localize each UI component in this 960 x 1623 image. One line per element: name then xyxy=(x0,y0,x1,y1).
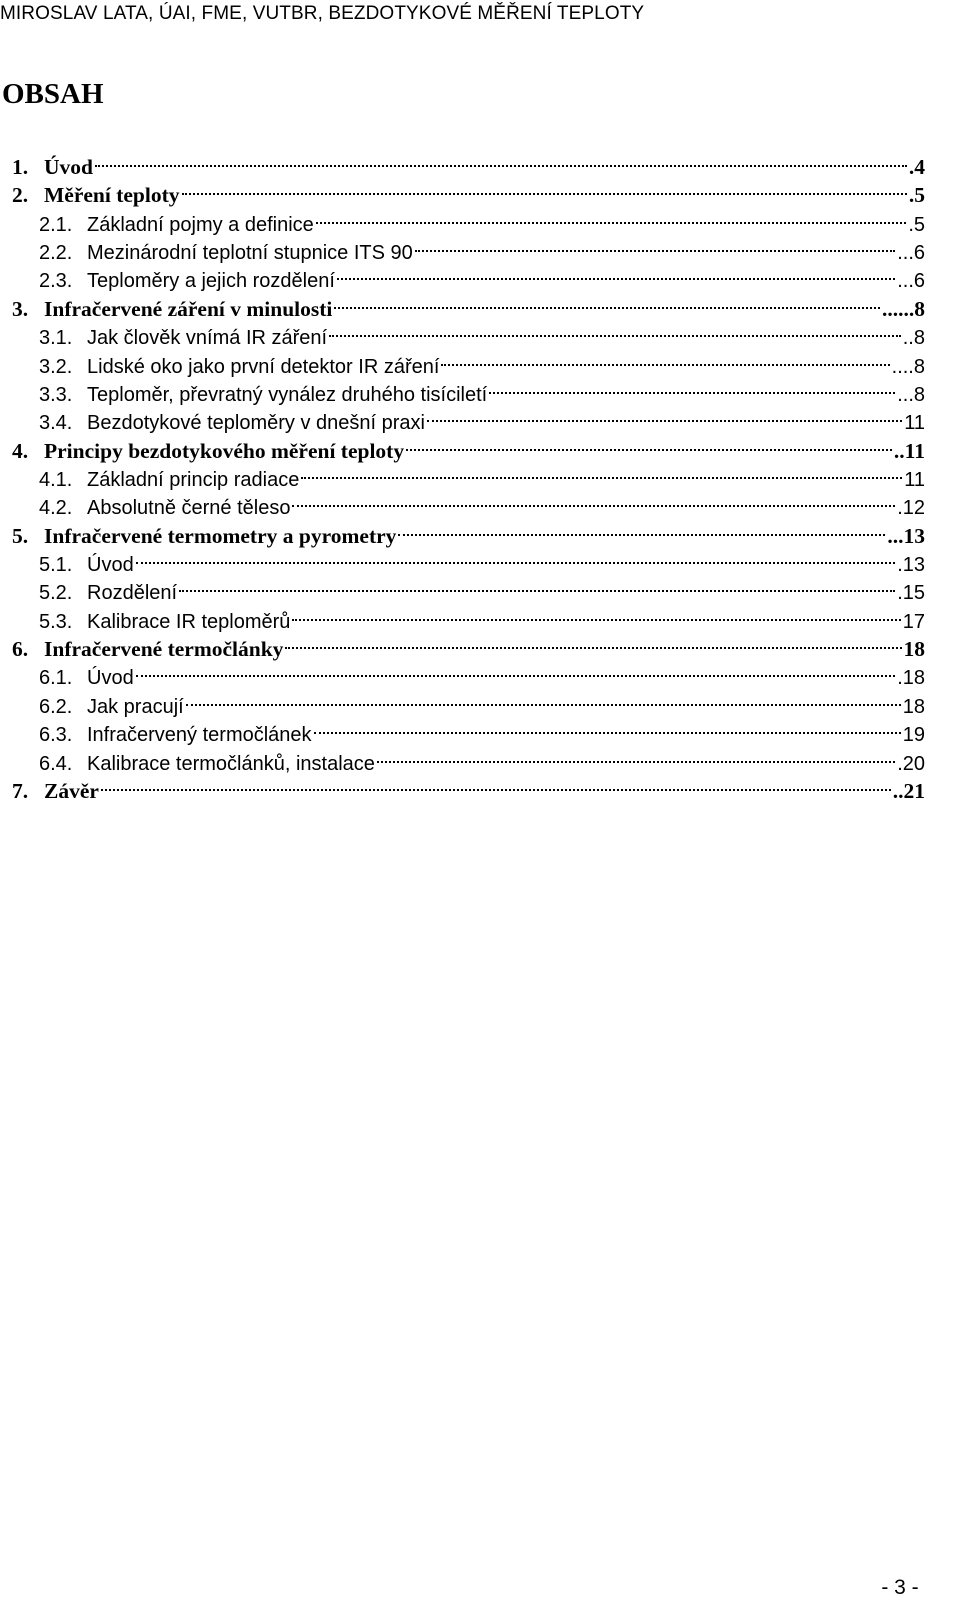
toc-entry-page: .20 xyxy=(897,752,925,775)
toc-dot-leader xyxy=(292,600,900,628)
page-header: MIROSLAV LATA, ÚAI, FME, VUTBR, BEZDOTYKOVÉ MĚŘENÍ TEPLOTY xyxy=(0,3,645,24)
toc-entry-label: Mezinárodní teplotní stupnice ITS 90 xyxy=(87,242,413,265)
toc-entry-number: 4. xyxy=(12,438,29,463)
toc-entry-page: 17 xyxy=(902,610,925,633)
toc-entry-number: 5. xyxy=(12,523,29,548)
toc-entry[interactable] xyxy=(0,628,960,662)
toc-entry-label: Závěr xyxy=(44,778,99,803)
toc-entry-label: Jak člověk vnímá IR záření xyxy=(87,327,328,350)
toc-entry-page: ...6 xyxy=(897,242,925,265)
toc-dot-leader xyxy=(182,174,907,202)
toc-entry[interactable] xyxy=(0,515,960,548)
toc-entry-label: Kalibrace termočlánků, instalace xyxy=(87,752,375,775)
toc-entry-label: Úvod xyxy=(44,155,93,179)
toc-entry-label: Základní princip radiace xyxy=(87,468,300,491)
toc-entry-number: 4.2. xyxy=(39,497,73,520)
toc-entry-page: .4 xyxy=(908,155,925,179)
toc-entry[interactable] xyxy=(0,486,960,520)
toc-dot-leader xyxy=(292,486,895,514)
toc-entry-number: 3.4. xyxy=(39,412,73,435)
toc-entry-label: Infračervený termočlánek xyxy=(87,724,312,747)
toc-entry-label: Teploměry a jejich rozdělení xyxy=(87,270,335,293)
toc-entry-page: ..21 xyxy=(892,778,925,803)
toc-entry-label: Lidské oko jako první detektor IR záření xyxy=(87,355,440,378)
toc-entry[interactable] xyxy=(0,373,960,406)
toc-entry-page: ...13 xyxy=(887,523,925,548)
toc-entry-label: Infračervené termometry a pyrometry xyxy=(44,523,397,548)
toc-entry[interactable] xyxy=(0,231,960,265)
toc-entry-number: 4.1. xyxy=(39,468,73,491)
toc-entry-number: 6.3. xyxy=(39,724,73,747)
table-of-contents xyxy=(0,146,960,803)
toc-entry-number: 6.4. xyxy=(39,752,73,775)
toc-entry-page: 11 xyxy=(904,468,925,491)
toc-entry-label: Bezdotykové teploměry v dnešní praxi xyxy=(87,412,425,435)
toc-entry-number: 2. xyxy=(12,183,29,208)
toc-dot-leader xyxy=(427,401,902,429)
toc-entry-label: Kalibrace IR teploměrů xyxy=(87,610,291,633)
toc-entry[interactable] xyxy=(0,713,960,747)
toc-dot-leader xyxy=(489,373,895,401)
toc-entry-page: 11 xyxy=(904,412,925,435)
toc-entry-page: .5 xyxy=(908,183,925,208)
toc-entry[interactable] xyxy=(0,600,960,633)
toc-entry-number: 2.1. xyxy=(39,213,73,236)
toc-entry-page: .15 xyxy=(897,582,925,605)
toc-entry-row xyxy=(12,770,925,805)
toc-entry-page: .13 xyxy=(897,554,925,577)
toc-entry-label: Infračervené záření v minulosti xyxy=(44,296,333,321)
toc-entry[interactable] xyxy=(0,174,960,208)
toc-entry-number: 6.2. xyxy=(39,695,73,718)
toc-dot-leader xyxy=(101,770,891,798)
toc-entry-number: 2.2. xyxy=(39,242,73,265)
toc-entry-label: Měření teploty xyxy=(44,183,180,208)
toc-entry[interactable] xyxy=(0,742,960,775)
toc-entry-label: Jak pracují xyxy=(87,695,184,718)
toc-dot-leader xyxy=(136,656,895,684)
toc-dot-leader xyxy=(329,316,901,344)
toc-dot-leader xyxy=(441,345,889,373)
toc-entry[interactable] xyxy=(0,458,960,491)
toc-entry-label: Infračervené termočlánky xyxy=(44,637,284,662)
toc-entry-page: 18 xyxy=(902,695,925,718)
toc-entry-label: Absolutně černé těleso xyxy=(87,497,291,520)
toc-entry[interactable] xyxy=(0,571,960,605)
toc-entry[interactable] xyxy=(0,203,960,236)
toc-dot-leader xyxy=(285,628,901,656)
toc-entry-page: ....8 xyxy=(891,355,925,378)
toc-entry-label: Úvod xyxy=(87,667,134,690)
toc-entry-number: 3.2. xyxy=(39,355,73,378)
toc-entry[interactable] xyxy=(0,146,960,179)
toc-dot-leader xyxy=(398,515,885,543)
toc-entry[interactable] xyxy=(0,656,960,690)
toc-entry-page: .5 xyxy=(908,213,925,236)
toc-entry-number: 5.2. xyxy=(39,582,73,605)
toc-entry-page: ......8 xyxy=(882,296,925,321)
toc-entry-label: Teploměr, převratný vynález druhého tisíciletí xyxy=(87,383,488,406)
toc-entry-number: 1. xyxy=(12,155,29,179)
toc-dot-leader xyxy=(179,571,895,599)
toc-entry-number: 5.1. xyxy=(39,554,73,577)
page-number-label: - 3 - xyxy=(881,1576,919,1599)
toc-dot-leader xyxy=(301,458,902,486)
toc-entry-label: Základní pojmy a definice xyxy=(87,213,314,236)
toc-entry[interactable] xyxy=(0,401,960,435)
page-title: OBSAH xyxy=(2,78,104,110)
toc-dot-leader xyxy=(377,742,895,770)
toc-entry-page: 19 xyxy=(902,724,925,747)
toc-entry[interactable] xyxy=(0,288,960,321)
toc-dot-leader xyxy=(406,430,892,458)
toc-entry-page: ..8 xyxy=(902,327,925,350)
toc-dot-leader xyxy=(415,231,895,259)
toc-entry-number: 6. xyxy=(12,637,29,662)
toc-entry-page: .12 xyxy=(897,497,925,520)
toc-entry-page: 18 xyxy=(903,637,925,662)
toc-dot-leader xyxy=(337,259,895,287)
toc-dot-leader xyxy=(136,543,895,571)
toc-entry-number: 3.3. xyxy=(39,383,73,406)
toc-entry[interactable] xyxy=(0,770,960,803)
toc-entry-number: 6.1. xyxy=(39,667,73,690)
toc-entry-label: Úvod xyxy=(87,554,134,577)
toc-entry[interactable] xyxy=(0,345,960,378)
toc-dot-leader xyxy=(186,685,901,713)
toc-entry-number: 3. xyxy=(12,296,29,321)
toc-entry-page: ..11 xyxy=(893,438,925,463)
toc-entry-number: 7. xyxy=(12,778,29,803)
toc-dot-leader xyxy=(334,288,880,316)
toc-entry[interactable] xyxy=(0,430,960,463)
toc-entry[interactable] xyxy=(0,685,960,718)
toc-entry-number: 2.3. xyxy=(39,270,73,293)
page-number xyxy=(0,1574,930,1602)
toc-entry-page: ...6 xyxy=(897,270,925,293)
toc-dot-leader xyxy=(95,146,907,174)
toc-entry-page: ...8 xyxy=(897,383,925,406)
toc-entry-label: Rozdělení xyxy=(87,582,178,605)
toc-entry-page: .18 xyxy=(897,667,925,690)
toc-dot-leader xyxy=(314,713,901,741)
toc-entry-number: 3.1. xyxy=(39,327,73,350)
toc-entry[interactable] xyxy=(0,259,960,293)
toc-entry-label: Principy bezdotykového měření teploty xyxy=(44,438,405,463)
toc-entry-number: 5.3. xyxy=(39,610,73,633)
toc-entry[interactable] xyxy=(0,543,960,577)
toc-entry[interactable] xyxy=(0,316,960,350)
toc-dot-leader xyxy=(316,203,907,231)
